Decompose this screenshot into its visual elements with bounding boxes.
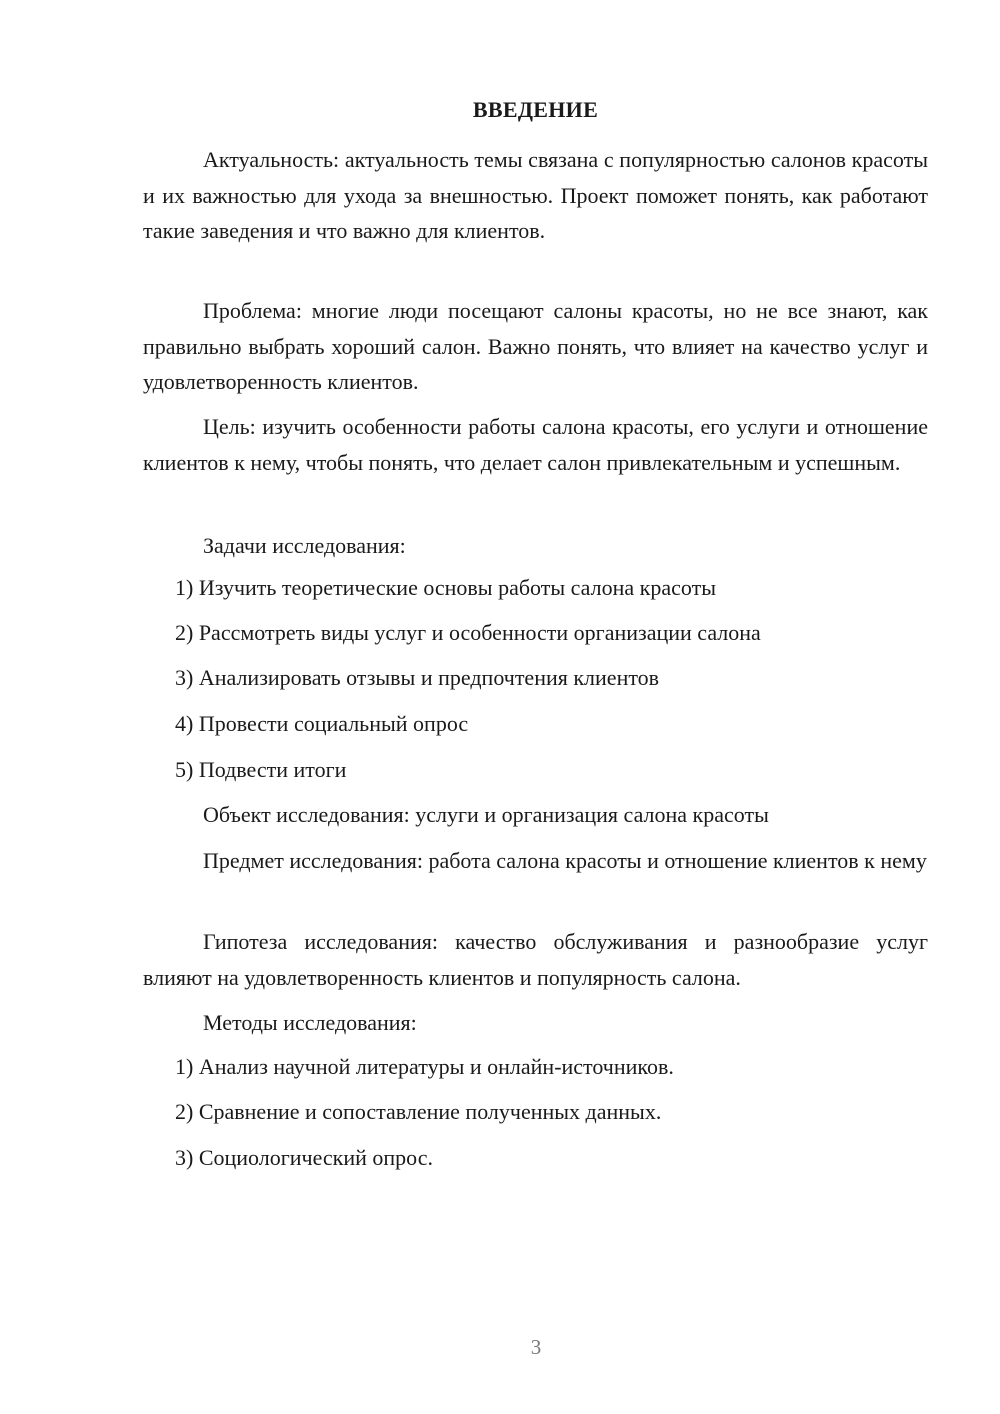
relevance-paragraph: Актуальность: актуальность темы связана с популярностью салонов красоты и их важностью для ухода за внешностью. Проект поможет понять, как работают такие заведения и что важно для клиентов. bbox=[143, 147, 928, 243]
task-item: 3) Анализировать отзывы и предпочтения клиентов bbox=[175, 665, 660, 690]
method-item: 1) Анализ научной литературы и онлайн-источников. bbox=[175, 1054, 674, 1079]
page-number: 3 bbox=[530, 1335, 542, 1359]
method-item: 3) Социологический опрос. bbox=[175, 1145, 433, 1170]
task-item: 4) Провести социальный опрос bbox=[175, 711, 469, 736]
section-title: ВВЕДЕНИЕ bbox=[472, 97, 599, 122]
task-item: 1) Изучить теоретические основы работы салона красоты bbox=[175, 575, 716, 600]
problem-paragraph: Проблема: многие люди посещают салоны красоты, но не все знают, как правильно выбрать хороший салон. Важно понять, что влияет на качество услуг и удовлетворенность клиентов. bbox=[143, 298, 928, 394]
task-item: 2) Рассмотреть виды услуг и особенности организации салона bbox=[175, 620, 761, 645]
hypothesis-paragraph: Гипотеза исследования: качество обслуживания и разнообразие услуг влияют на удовлетворенность клиентов и популярность салона. bbox=[143, 929, 928, 990]
object-paragraph: Объект исследования: услуги и организация салона красоты bbox=[203, 802, 769, 827]
method-item: 2) Сравнение и сопоставление полученных данных. bbox=[175, 1099, 662, 1124]
task-item: 5) Подвести итоги bbox=[175, 757, 347, 782]
methods-heading: Методы исследования: bbox=[203, 1010, 417, 1035]
subject-paragraph: Предмет исследования: работа салона красоты и отношение клиентов к нему bbox=[203, 848, 927, 873]
goal-paragraph: Цель: изучить особенности работы салона красоты, его услуги и отношение клиентов к нему, чтобы понять, что делает салон привлекательным и успешным. bbox=[143, 414, 928, 475]
tasks-heading: Задачи исследования: bbox=[203, 533, 406, 558]
